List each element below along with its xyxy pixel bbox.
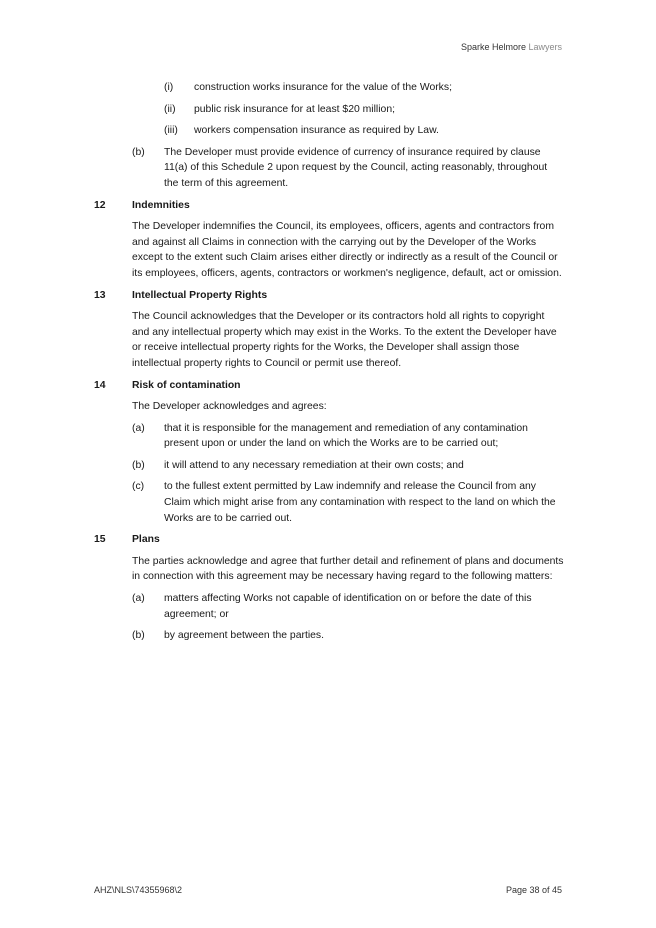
item-number: (i)	[164, 82, 174, 93]
item-number: (b)	[132, 146, 145, 158]
list-item	[164, 102, 564, 118]
section-body: The Council acknowledges that the Developer or its contractors hold all rights to copyright and any intellectual property which may exist in the Works. To the extent the Developer have or receive intellectual property rights for the Works, the Developer shall assign those intellectual property rights to Council or permit use thereof.	[132, 311, 557, 369]
page-number: Page 38 of 45	[505, 885, 562, 895]
item-number: (c)	[132, 481, 145, 493]
section-title: Plans	[132, 534, 160, 546]
list-item	[164, 80, 564, 96]
item-text: it will attend to any necessary remediation at their own costs; and	[164, 459, 464, 471]
section-title: Risk of contamination	[132, 379, 241, 391]
document-body	[94, 80, 564, 650]
brand-name: Sparke Helmore	[460, 42, 526, 52]
item-number: (ii)	[164, 103, 176, 115]
page-header	[461, 42, 562, 52]
section-body: The Developer acknowledges and agrees:	[132, 401, 327, 413]
list-item	[132, 628, 564, 644]
section-body: The Developer indemnifies the Council, its employees, officers, agents and contractors from and against all Claims in connection with the carrying out by the Developer of the Works except to the extent such Claim arises either directly or indirectly as a result of the Council or its employees, officers, agents, contractors or workmen's negligence, default, act or omission.	[132, 221, 562, 279]
section-heading-14	[94, 378, 564, 394]
section-number: 13	[94, 289, 106, 301]
list-item	[132, 458, 564, 474]
item-text: to the fullest extent permitted by Law indemnify and release the Council from any Claim which might arise from any contamination with respect to the land on which the Works are to be carried out.	[164, 481, 556, 524]
list-item	[132, 591, 564, 622]
item-text: construction works insurance for the value of the Works;	[194, 82, 452, 93]
section-heading-15	[94, 532, 564, 548]
item-text: by agreement between the parties.	[164, 630, 324, 642]
item-text: public risk insurance for at least $20 million;	[194, 103, 395, 115]
section-number: 14	[94, 379, 106, 391]
item-text: The Developer must provide evidence of currency of insurance required by clause 11(a) of this Schedule 2 upon request by the Council, acting reasonably, throughout the term of this agreement.	[164, 146, 548, 189]
document-reference: AHZ\NLS\74355968\2	[94, 885, 183, 895]
section-title: Indemnities	[132, 199, 190, 211]
item-number: (iii)	[164, 125, 178, 137]
section-number: 15	[94, 534, 106, 546]
section-heading-13	[94, 288, 564, 304]
section-number: 12	[94, 199, 106, 211]
item-text: workers compensation insurance as required by Law.	[194, 125, 439, 137]
brand-subtitle: Lawyers	[528, 42, 562, 52]
list-item	[132, 479, 564, 526]
list-item	[132, 145, 564, 192]
item-number: (a)	[132, 593, 145, 605]
item-number: (b)	[132, 630, 145, 642]
item-number: (a)	[132, 422, 145, 434]
list-item	[164, 123, 564, 139]
item-text: matters affecting Works not capable of identification on or before the date of this agreement; or	[164, 593, 532, 620]
item-text: that it is responsible for the management and remediation of any contamination present upon or under the land on which the Works are to be carried out;	[164, 422, 528, 450]
list-item	[132, 421, 564, 452]
section-body: The parties acknowledge and agree that further detail and refinement of plans and documents in connection with this agreement may be necessary having regard to the following matters:	[132, 555, 564, 583]
item-number: (b)	[132, 459, 145, 471]
section-heading-12	[94, 198, 564, 214]
section-title: Intellectual Property Rights	[132, 289, 268, 301]
